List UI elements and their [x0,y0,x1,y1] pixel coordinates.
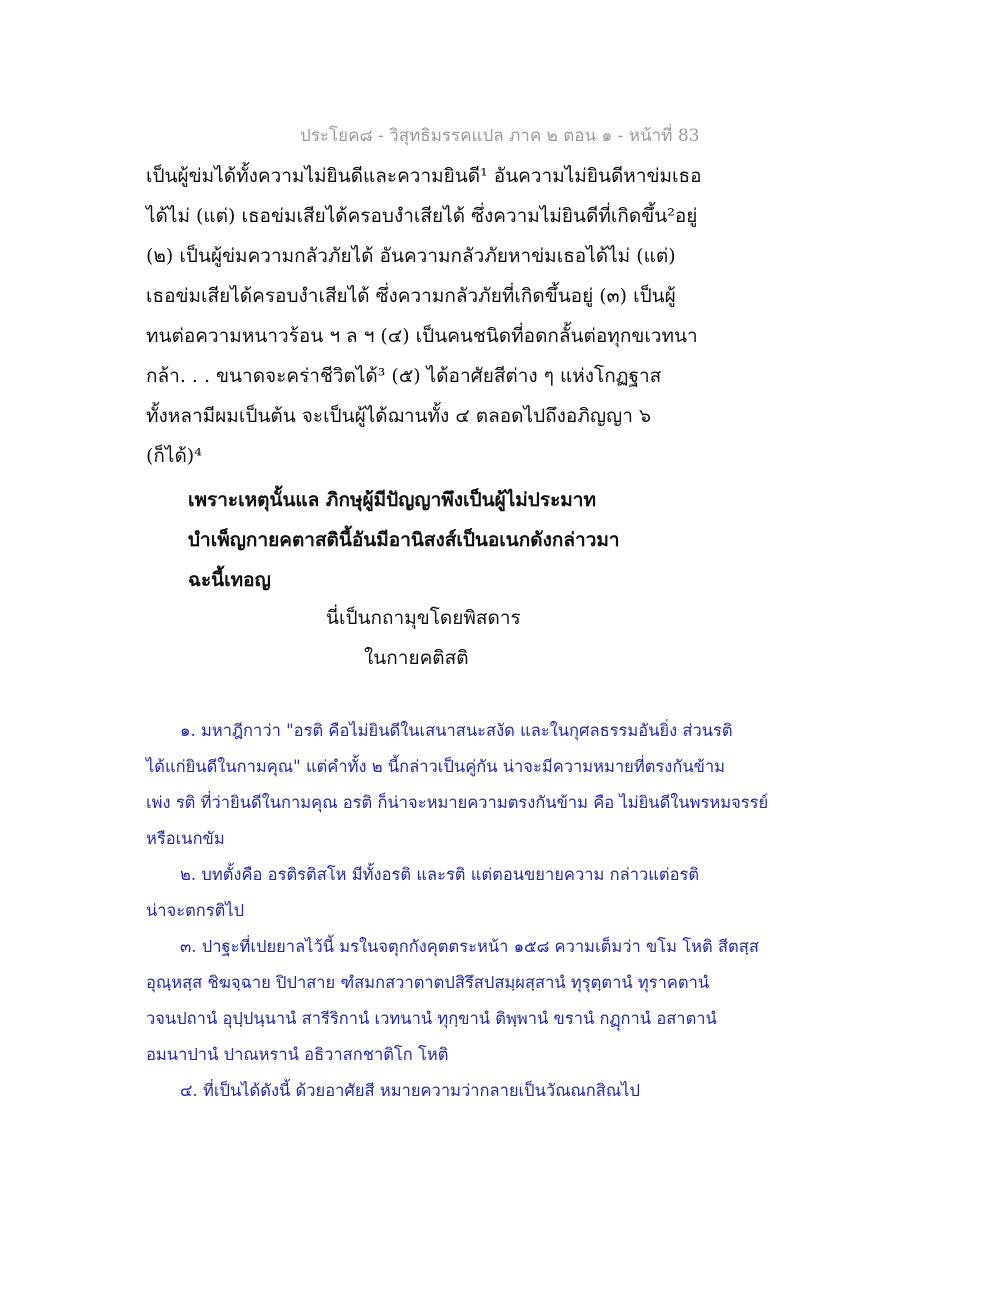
page-header: ประโยค๘ - วิสุทธิมรรคแปล ภาค ๒ ตอน ๑ - หน้าที่ 83 [300,126,700,146]
footnote-line: ๑. มหาฎีกาว่า "อรติ คือไม่ยินดีในเสนาสนะสงัด และในกุศลธรรมอันยิ่ง ส่วนรติ [180,721,733,740]
body-line: (ก็ได้)⁴ [146,445,202,467]
verse-line: ฉะนี้เทอญ [188,569,271,591]
footnote-line: วจนปถานํ อุปฺปนฺนานํ สารีริกานํ เวทนานํ ทุกฺขานํ ติพฺพานํ ขรานํ กฏุกานํ อสาตานํ [146,1009,717,1028]
footnote-line: เพ่ง รติ ที่ว่ายินดีในกามคุณ อรติ ก็น่าจะหมายความตรงกันข้าม คือ ไม่ยินดีในพรหมจรรย์ [146,793,769,812]
footnotes [146,713,866,1109]
footnote-line: น่าจะตกรติไป [146,901,245,920]
footnote-line: หรือเนกขัม [146,829,225,848]
footnote-line: ๓. ปาฐะที่เปยยาลไว้นี้ มรในจตุกกังคุตตระหน้า ๑๕๘ ความเต็มว่า ขโม โหติ สีตสฺส [180,937,759,956]
verse-line: บำเพ็ญกายคตาสตินี้อันมีอานิสงส์เป็นอเนกดังกล่าวมา [188,529,620,551]
body-line: กล้า. . . ขนาดจะคร่าชีวิตได้³ (๕) ได้อาศัยสีต่าง ๆ แห่งโกฏฐาส [146,365,662,387]
footnote-line: อมนาปานํ ปาณหรานํ อธิวาสกชาติโก โหติ [146,1045,449,1064]
footnote-line: ๔. ที่เป็นได้ดังนี้ ด้วยอาศัยสี หมายความว่ากลายเป็นวัณณกสิณไป [180,1081,640,1100]
footnote-line: อุณฺหสฺส ชิฆจฺฉาย ปิปาสาย ฑํสมกสวาตาตปสิรึสปสมฺผสฺสานํ ทุรุตฺตานํ ทุราคตานํ [146,973,710,992]
body-paragraph [146,156,866,476]
verse-block [188,480,808,600]
body-line: ทนต่อความหนาวร้อน ฯ ล ฯ (๔) เป็นคนชนิดที่อดกลั้นต่อทุกขเวทนา [146,325,698,347]
body-line: (๒) เป็นผู้ข่มความกลัวภัยได้ อันความกลัวภัยหาข่มเธอได้ไม่ (แต่) [146,245,676,267]
body-line: ทั้งหลามีผมเป็นต้น จะเป็นผู้ได้ฌานทั้ง ๔ ตลอดไปถึงอภิญญา ๖ [146,405,652,427]
verse-line: เพราะเหตุนั้นแล ภิกษุผู้มีปัญญาพึงเป็นผู้ไม่ประมาท [188,489,596,511]
body-line: เป็นผู้ข่มได้ทั้งความไม่ยินดีและความยินดี¹ อันความไม่ยินดีหาข่มเธอ [146,165,702,187]
footnote-line: ๒. บทตั้งคือ อรติรติสโห มีทั้งอรติ และรติ แต่ตอนขยายความ กล่าวแต่อรติ [180,865,700,884]
closing-line: นี่เป็นกถามุขโดยพิสดาร [326,607,521,629]
footnote-line: ได้แก่ยินดีในกามคุณ" แต่คำทั้ง ๒ นี้กล่าวเป็นคู่กัน น่าจะมีความหมายที่ตรงกันข้าม [146,757,726,776]
body-line: ได้ไม่ (แต่) เธอข่มเสียได้ครอบงำเสียได้ ซึ่งความไม่ยินดีที่เกิดขึ้น²อยู่ [146,205,698,227]
closing-line: ในกายคติสติ [364,647,469,669]
body-line: เธอข่มเสียได้ครอบงำเสียได้ ซึ่งความกลัวภัยที่เกิดขึ้นอยู่ (๓) เป็นผู้ [146,285,676,307]
